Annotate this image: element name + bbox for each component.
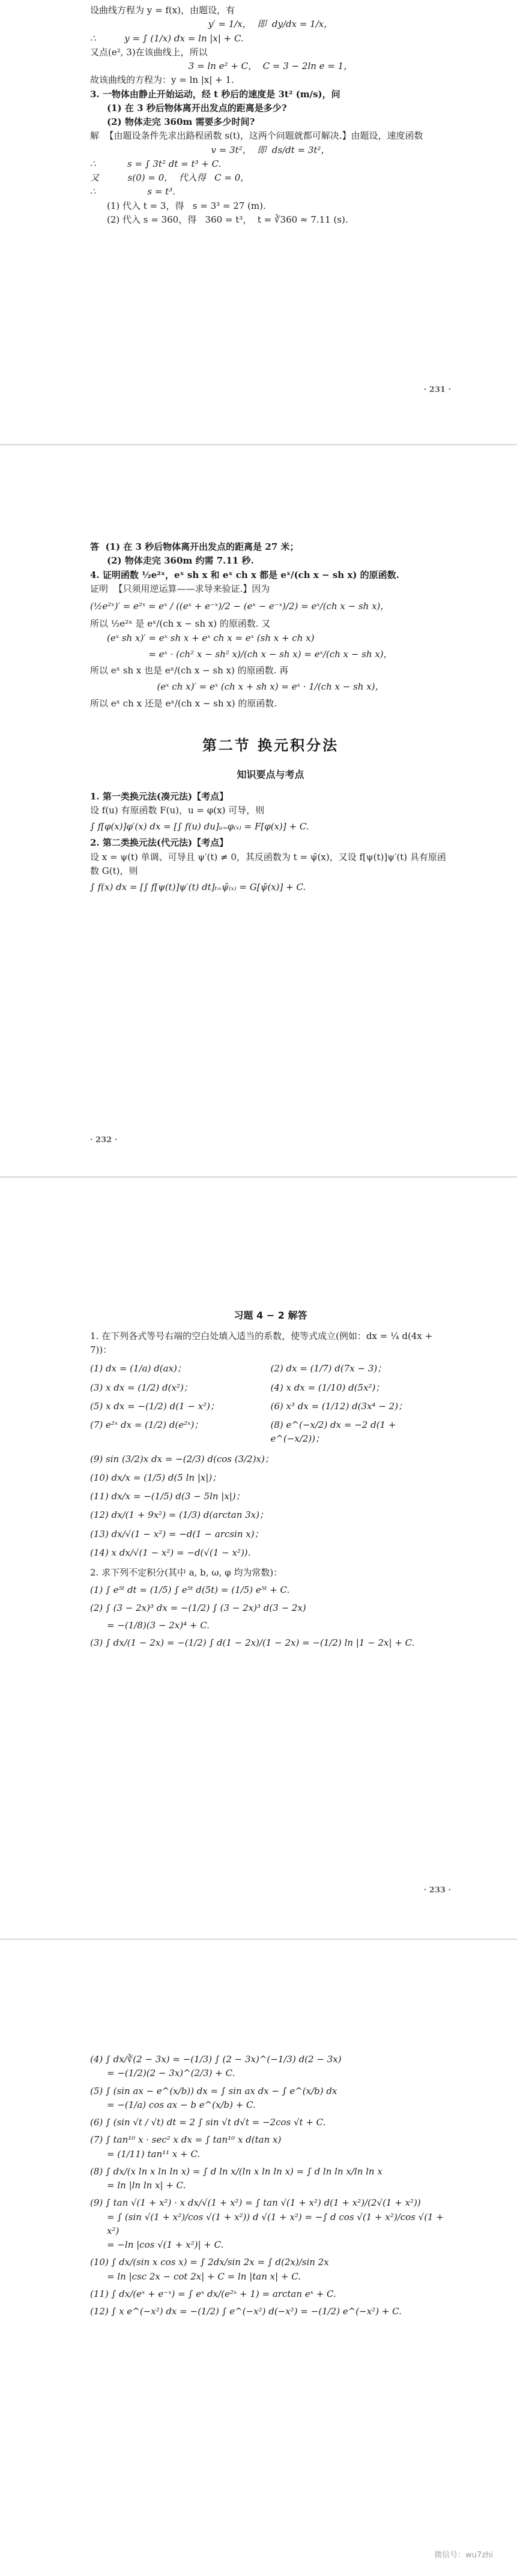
page-231-body: [90, 0, 451, 227]
answer-row: [90, 1400, 451, 1413]
formula-line: v = 3t²， 即 ds/dt = 3t²，: [211, 144, 330, 155]
sub-title: 知识要点与考点: [237, 768, 304, 780]
answer-item: (8) e^(−x/2) dx = −2 d(1 + e^(−x/2))；: [270, 1419, 396, 1445]
page-number: · 232 ·: [90, 1136, 118, 1145]
problem-statement: 2. 求下列不定积分(其中 a, b, ω, φ 均为常数)：: [90, 1567, 283, 1578]
formula-line: (½e²ˣ)′ = e²ˣ = eˣ / ((eˣ + e⁻ˣ)/2 − (eˣ − e⁻ˣ)/2) = eˣ/(ch x − sh x)，: [90, 601, 390, 612]
formula-line: ∴ y = ∫ (1/x) dx = ln |x| + C.: [90, 32, 244, 44]
page-number: · 231 ·: [423, 385, 451, 394]
text-line: (1) 代入 t = 3，得 s = 3³ = 27 (m).: [107, 200, 266, 211]
answer-row: [90, 1362, 451, 1376]
problem-statement: 4. 证明函数 ½e²ˣ，eˣ sh x 和 eˣ ch x 都是 eˣ/(ch x − sh x) 的原函数.: [90, 569, 399, 580]
formula-line: (7) ∫ tan¹⁰ x · sec² x dx = ∫ tan¹⁰ x d(tan x): [90, 2134, 282, 2146]
formula-line: ∴ s = t³.: [90, 186, 175, 197]
formula-line: (12) ∫ x e^(−x²) dx = −(1/2) ∫ e^(−x²) d(−x²) = −(1/2) e^(−x²) + C.: [90, 2306, 402, 2317]
watermark: 微信号：wu7zhi: [434, 2550, 493, 2560]
answer-item: (14) x dx/√(1 − x²) = −d(√(1 − x²)).: [90, 1547, 251, 1558]
answer-row: [90, 1418, 451, 1446]
formula-line: = −(1/2)(2 − 3x)^(2/3) + C.: [107, 2068, 235, 2079]
formula-line: (10) ∫ dx/(sin x cos x) = ∫ 2dx/sin 2x = ∫ d(2x)/sin 2x: [90, 2257, 329, 2268]
formula-line: ∫ f[φ(x)]φ′(x) dx = [∫ f(u) du]ᵤ₌φ₍ₓ₎ = F[φ(x)] + C.: [90, 821, 309, 832]
page-divider: [0, 1176, 517, 1178]
formula-line: (1) ∫ e⁵ᵗ dt = (1/5) ∫ e⁵ᵗ d(5t) = (1/5) e⁵ᵗ + C.: [90, 1584, 290, 1596]
formula-line: = ln |ln ln x| + C.: [107, 2180, 186, 2191]
formula-line: = eˣ · (ch² x − sh² x)/(ch x − sh x) = eˣ/(ch x − sh x)，: [148, 648, 393, 660]
formula-line: ∴ s = ∫ 3t² dt = t³ + C.: [90, 158, 222, 169]
answer-item: (2) dx = (1/7) d(7x − 3)；: [270, 1363, 387, 1374]
text-line: 又点(e², 3)在该曲线上，所以: [90, 46, 208, 58]
formula-line: (eˣ sh x)′ = eˣ sh x + eˣ ch x = eˣ (sh x + ch x): [107, 632, 315, 643]
point-heading: 2. 第二类换元法(代元法)【考点】: [90, 837, 229, 849]
problem-part: (2) 物体走完 360m 需要多少时间?: [107, 116, 255, 127]
page-231: [0, 0, 517, 432]
answer-item: (12) dx/(1 + 9x²) = (1/3) d(arctan 3x)；: [90, 1509, 268, 1521]
text-line: 故该曲线的方程为：y = ln |x| + 1.: [90, 74, 234, 86]
point-heading: 1. 第一类换元法(凑元法)【考点】: [90, 790, 229, 802]
section-title: 第二节 换元积分法: [202, 736, 339, 754]
text-line: 所以 ½e²ˣ 是 eˣ/(ch x − sh x) 的原函数. 又: [90, 618, 271, 630]
formula-line: (2) ∫ (3 − 2x)³ dx = −(1/2) ∫ (3 − 2x)³ d(3 − 2x): [90, 1602, 306, 1613]
answer-row: [90, 1381, 451, 1395]
formula-line: ∫ f(x) dx = [∫ f[ψ(t)]ψ′(t) dt]ₜ₌ψ̄₍ₓ₎ = G[ψ̄(x)] + C.: [90, 882, 306, 893]
answer-item: (5) x dx = −(1/2) d(1 − x²)；: [90, 1400, 220, 1412]
text-line: 设 f(u) 有原函数 F(u)，u = φ(x) 可导，则: [90, 804, 265, 816]
answer-line: 答 (1) 在 3 秒后物体离开出发点的距离是 27 米；: [90, 541, 299, 552]
answer-item: (4) x dx = (1/10) d(5x²)；: [270, 1382, 385, 1393]
page-divider: [0, 444, 517, 445]
answer-item: (1) dx = (1/a) d(ax)；: [90, 1363, 186, 1374]
text-line: 所以 eˣ ch x 还是 eˣ/(ch x − sh x) 的原函数.: [90, 697, 277, 709]
page-232: [0, 540, 517, 1170]
formula-line: = −ln |cos √(1 + x²)| + C.: [107, 2239, 224, 2250]
proof-intro: 证明 【只须用逆运算——求导来验证.】因为: [90, 583, 270, 594]
text-line: 所以 eˣ sh x 也是 eˣ/(ch x − sh x) 的原函数. 再: [90, 665, 289, 676]
answer-item: (11) dx/x = −(1/5) d(3 − 5ln |x|)；: [90, 1491, 245, 1502]
answer-line: (2) 物体走完 360m 约需 7.11 秒.: [107, 555, 254, 567]
answer-item: (9) sin (3/2)x dx = −(2/3) d(cos (3/2)x)；: [90, 1453, 274, 1464]
page-divider: [0, 1939, 517, 1940]
exercise-title: 习题 4 − 2 解答: [234, 1310, 307, 1321]
formula-line: (8) ∫ dx/(x ln x ln ln x) = ∫ d ln x/(ln x ln ln x) = ∫ d ln ln x/ln ln x: [90, 2165, 382, 2177]
formula-line: (11) ∫ dx/(eˣ + e⁻ˣ) = ∫ eˣ dx/(e²ˣ + 1) = arctan eˣ + C.: [90, 2288, 336, 2299]
formula-line: 3 = ln e² + C， C = 3 − 2ln e = 1，: [188, 61, 353, 71]
answer-item: (7) e²ˣ dx = (1/2) d(e²ˣ)；: [90, 1419, 204, 1431]
formula-line: (5) ∫ (sin ax − e^(x/b)) dx = ∫ sin ax dx − ∫ e^(x/b) dx: [90, 2085, 337, 2096]
formula-line: 又 s(0) = 0， 代入得 C = 0，: [90, 172, 250, 183]
problem-statement: 1. 在下列各式等号右端的空白处填入适当的系数，使等式成立(例如：dx = ¼ d(4x + 7))：: [90, 1330, 435, 1356]
formula-line: (9) ∫ tan √(1 + x²) · x dx/√(1 + x²) = ∫ tan √(1 + x²) d(1 + x²)/(2√(1 + x²)): [90, 2197, 421, 2209]
formula-line: (6) ∫ (sin √t / √t) dt = 2 ∫ sin √t d√t = −2cos √t + C.: [90, 2117, 326, 2128]
page-233: [0, 1308, 517, 1939]
answer-item: (6) x³ dx = (1/12) d(3x⁴ − 2)；: [270, 1400, 408, 1412]
text-line: 设曲线方程为 y = f(x)，由题设，有: [90, 5, 235, 16]
formula-line: = ln |csc 2x − cot 2x| + C = ln |tan x| + C.: [107, 2271, 301, 2282]
formula-line: = −(1/a) cos ax − b e^(x/b) + C.: [107, 2099, 256, 2110]
formula-line: = (1/11) tan¹¹ x + C.: [107, 2148, 201, 2159]
answer-item: (13) dx/√(1 − x²) = −d(1 − arcsin x)；: [90, 1528, 264, 1539]
answer-item: (3) x dx = (1/2) d(x²)；: [90, 1382, 193, 1393]
problem-part: (1) 在 3 秒后物体离开出发点的距离是多少?: [107, 102, 287, 113]
text-line: (2) 代入 s = 360，得 360 = t³， t = ∛360 ≈ 7.11 (s).: [107, 214, 348, 225]
page-number: · 233 ·: [423, 1886, 451, 1895]
answer-item: (10) dx/x = (1/5) d(5 ln |x|)；: [90, 1472, 222, 1483]
solution-intro: 解 【由题设条件先求出路程函数 s(t)，这两个问题就都可解决.】由题设，速度函数: [90, 130, 423, 142]
text-line: 设 x = ψ(t) 单调、可导且 ψ′(t) ≠ 0，其反函数为 t = ψ̄(x)，又设 f[ψ(t)]ψ′(t) 具有原函数 G(t)，则: [90, 851, 446, 876]
formula-line: y′ = 1/x， 即 dy/dx = 1/x，: [208, 19, 333, 30]
problem-statement: 3. 一物体由静止开始运动，经 t 秒后的速度是 3t² (m/s)，问: [90, 88, 340, 100]
formula-line: (3) ∫ dx/(1 − 2x) = −(1/2) ∫ d(1 − 2x)/(1 − 2x) = −(1/2) ln |1 − 2x| + C.: [90, 1637, 415, 1649]
page-234: [0, 2053, 517, 2569]
formula-line: (eˣ ch x)′ = eˣ (ch x + sh x) = eˣ · 1/(ch x − sh x)，: [157, 681, 384, 693]
formula-line: (4) ∫ dx/∛(2 − 3x) = −(1/3) ∫ (2 − 3x)^(−1/3) d(2 − 3x): [90, 2054, 342, 2065]
formula-line: = −(1/8)(3 − 2x)⁴ + C.: [107, 1619, 210, 1631]
formula-line: = ∫ (sin √(1 + x²)/cos √(1 + x²)) d √(1 + x²) = −∫ d cos √(1 + x²)/cos √(1 + x²): [107, 2211, 447, 2236]
